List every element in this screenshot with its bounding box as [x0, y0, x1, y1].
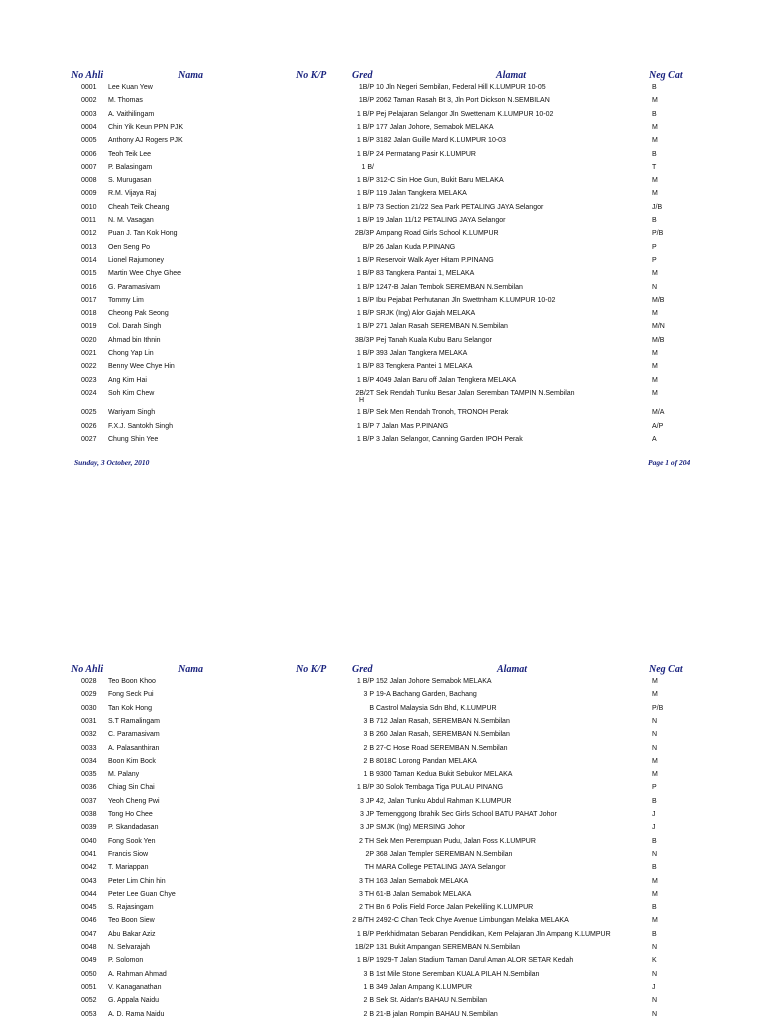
- member-grade: 1 B/P: [356, 376, 374, 384]
- member-name: Lee Kuan Yew: [108, 84, 153, 91]
- member-name: A. D. Rama Naidu: [108, 1010, 165, 1018]
- member-grade: 1 B: [363, 983, 374, 991]
- member-state-category: M: [652, 678, 658, 685]
- member-address: 2062 Taman Rasah Bt 3, Jln Port Dickson N.SEMBILAN: [376, 97, 550, 105]
- footer-date: Sunday, 3 October, 2010: [74, 458, 150, 467]
- member-name: Chin Yik Keun PPN PJK: [108, 123, 184, 131]
- member-state-category: M: [652, 270, 658, 278]
- member-state-category: M: [652, 363, 658, 371]
- member-state-category: M: [652, 890, 658, 898]
- member-name: Fong Seck Pui: [108, 691, 154, 699]
- member-address: 26 Jalan Kuda P.PINANG: [376, 243, 456, 251]
- member-address: Reservoir Walk Ayer Hitam P.PINANG: [376, 256, 494, 264]
- member-grade: 1 B/P: [356, 137, 374, 145]
- member-name: Teo Boon Khoo: [108, 678, 156, 685]
- member-address: 271 Jalan Rasah SEREMBAN N.Sembilan: [376, 323, 508, 331]
- member-grade: 3B/3P: [354, 336, 374, 344]
- member-number: 0018: [81, 310, 97, 318]
- member-grade: 1B/P: [358, 84, 374, 91]
- member-address: SRJK (Ing) Alor Gajah MELAKA: [376, 310, 476, 318]
- member-grade: 3 TH: [358, 890, 374, 898]
- member-name: Peter Lee Guan Chye: [108, 890, 176, 898]
- member-state-category: B: [652, 217, 657, 224]
- member-number: 0028: [81, 678, 97, 685]
- member-grade: 1 B/: [361, 163, 374, 171]
- member-name: Anthony AJ Rogers PJK: [108, 137, 183, 145]
- member-name: Puan J. Tan Kok Hong: [108, 230, 178, 238]
- member-grade: TH: [364, 864, 374, 872]
- member-address: 10 Jln Negeri Sembilan, Federal Hill K.LUMPUR 10-05: [376, 84, 546, 91]
- header-neg-cat: Neg Cat: [649, 664, 683, 675]
- member-address: Sek Men Rendah Tronoh, TRONOH Perak: [376, 409, 509, 417]
- member-grade: 2 TH: [358, 837, 374, 845]
- member-grade: 3 B: [363, 970, 374, 978]
- member-number: 0032: [81, 731, 97, 739]
- member-address: 712 Jalan Rasah, SEREMBAN N.Sembilan: [376, 717, 510, 725]
- member-name: Oen Seng Po: [108, 243, 151, 251]
- member-number: 0044: [81, 890, 97, 898]
- header-no-kp: No K/P: [296, 70, 327, 81]
- member-state-category: T: [652, 163, 657, 171]
- member-number: 0042: [81, 864, 97, 872]
- member-grade: 1 B/P: [356, 784, 374, 792]
- member-name: C. Paramasivam: [108, 731, 160, 739]
- member-state-category: N: [652, 997, 658, 1005]
- member-grade: B: [369, 704, 374, 712]
- member-grade: 1 B/P: [356, 217, 374, 224]
- member-grade: 1 B/P: [356, 957, 374, 965]
- member-name: Ahmad bin Ithnin: [108, 336, 161, 344]
- member-state-category: M: [652, 310, 658, 318]
- member-address: Bn 6 Polis Field Force Jalan Pekeliling K.LUMPUR: [376, 904, 534, 912]
- member-name: Yeoh Cheng Pwi: [108, 797, 160, 805]
- footer-page-number: Page 1 of 204: [648, 458, 691, 467]
- member-number: 0008: [81, 177, 97, 185]
- header-no-ahli: No Ahli: [71, 70, 104, 81]
- member-state-category: N: [652, 717, 658, 725]
- member-number: 0051: [81, 983, 97, 991]
- member-address: Castrol Malaysia Sdn Bhd, K.LUMPUR: [376, 704, 497, 712]
- member-name: Col. Darah Singh: [108, 323, 162, 331]
- member-address: 177 Jalan Johore, Semabok MELAKA: [376, 123, 494, 131]
- member-state-category: M/A: [652, 409, 665, 417]
- member-address: 1247-B Jalan Tembok SEREMBAN N.Sembilan: [376, 283, 523, 291]
- member-name: G. Appala Naidu: [108, 997, 159, 1005]
- member-address: 61-B Jalan Semabok MELAKA: [376, 890, 472, 898]
- member-grade: 1 B/P: [356, 435, 374, 443]
- member-name: A. Palasanthiran: [108, 744, 160, 752]
- member-state-category: K: [652, 957, 657, 965]
- member-grade: 2 B: [363, 744, 374, 752]
- member-address: Sek Rendah Tunku Besar Jalan Seremban TAMPIN N.Sembilan: [376, 389, 575, 397]
- member-address: 24 Permatang Pasir K.LUMPUR: [376, 150, 476, 158]
- header-nama: Nama: [178, 70, 203, 81]
- member-name: A. Vaithilingam: [108, 110, 155, 118]
- member-address: 1st Mile Stone Seremban KUALA PILAH N.Sembilan: [376, 970, 540, 978]
- member-name: Teoh Teik Lee: [108, 150, 152, 158]
- member-address: 312-C Sin Hoe Gun, Bukit Baru MELAKA: [376, 177, 504, 185]
- member-name: F.X.J. Santokh Singh: [108, 422, 173, 430]
- member-address: 19 Jalan 11/12 PETALING JAYA Selangor: [376, 217, 506, 224]
- member-number: 0045: [81, 904, 97, 912]
- member-grade: B/P: [362, 243, 374, 251]
- member-number: 0023: [81, 376, 97, 384]
- member-state-category: P: [652, 243, 657, 251]
- member-name: Boon Kim Bock: [108, 757, 156, 765]
- member-state-category: M: [652, 177, 658, 185]
- member-grade: 1B/P: [358, 97, 374, 105]
- member-address: 368 Jalan Templer SEREMBAN N.Sembilan: [376, 850, 513, 858]
- member-name: M. Thomas: [108, 97, 143, 105]
- member-name: Cheong Pak Seong: [108, 310, 169, 318]
- member-state-category: P/B: [652, 230, 664, 238]
- member-name: Chong Yap Lin: [108, 350, 154, 357]
- member-grade: 2B/3P: [354, 230, 374, 238]
- member-number: 0035: [81, 771, 97, 779]
- member-name: Cheah Teik Cheang: [108, 203, 170, 211]
- member-number: 0005: [81, 137, 97, 145]
- member-number: 0027: [81, 435, 97, 443]
- member-state-category: M: [652, 137, 658, 145]
- member-number: 0049: [81, 957, 97, 965]
- member-grade: 1 B: [363, 771, 374, 779]
- member-grade: 3 JP: [359, 797, 374, 805]
- member-address: Ampang Road Girls School K.LUMPUR: [376, 230, 499, 238]
- member-name: R.M. Vijaya Raj: [108, 190, 157, 198]
- member-address: 21-B jalan Rompin BAHAU N.Sembilan: [376, 1010, 498, 1018]
- member-state-category: M: [652, 691, 658, 699]
- member-state-category: B: [652, 904, 657, 912]
- member-address: 4049 Jalan Baru off Jalan Tengkera MELAKA: [376, 376, 517, 384]
- member-state-category: N: [652, 731, 658, 739]
- member-grade: 3 JP: [359, 811, 374, 818]
- member-number: 0007: [81, 163, 97, 171]
- member-state-category: J/B: [652, 203, 663, 211]
- member-name: Tong Ho Chee: [108, 811, 153, 818]
- member-grade: 2P: [365, 850, 374, 858]
- member-address: 152 Jalan Johore Semabok MELAKA: [376, 678, 492, 685]
- member-address: 131 Bukit Ampangan SEREMBAN N.Sembilan: [376, 944, 520, 951]
- member-state-category: B: [652, 84, 657, 91]
- member-number: 0043: [81, 877, 97, 885]
- member-address: 1929-T Jalan Stadium Taman Darul Aman ALOR SETAR Kedah: [376, 957, 574, 965]
- member-state-category: P: [652, 784, 657, 792]
- member-name: Martin Wee Chye Ghee: [108, 270, 182, 278]
- member-name: N. M. Vasagan: [108, 217, 154, 224]
- member-name: S. Murugasan: [108, 177, 152, 185]
- member-name: G. Paramasivam: [108, 283, 161, 291]
- header-no-kp: No K/P: [296, 664, 327, 675]
- member-grade: 1 B/P: [356, 363, 374, 371]
- member-name: Tan Kok Hong: [108, 704, 152, 712]
- member-name: S.T Ramalingam: [108, 717, 161, 725]
- member-grade: 1 B/P: [356, 296, 374, 304]
- member-grade: 1 B/P: [356, 203, 374, 211]
- member-number: 0026: [81, 422, 97, 430]
- member-name: Tommy Lim: [108, 296, 144, 304]
- member-name: T. Mariappan: [108, 864, 149, 872]
- header-neg-cat: Neg Cat: [649, 70, 683, 81]
- member-state-category: N: [652, 970, 658, 978]
- member-grade: 3 B: [363, 717, 374, 725]
- member-state-category: B: [652, 837, 657, 845]
- member-name: V. Kanaganathan: [108, 983, 162, 991]
- member-state-category: M: [652, 350, 658, 357]
- member-address: 73 Section 21/22 Sea Park PETALING JAYA Selangor: [376, 203, 544, 211]
- member-name: P. Skandadasan: [108, 824, 159, 832]
- member-number: 0024: [81, 389, 97, 397]
- member-number: 0050: [81, 970, 97, 978]
- member-address: 19-A Bachang Garden, Bachang: [376, 691, 477, 699]
- member-number: 0034: [81, 757, 97, 765]
- member-number: 0029: [81, 691, 97, 699]
- member-number: 0036: [81, 784, 97, 792]
- member-address: 8018C Lorong Pandan MELAKA: [376, 757, 477, 765]
- member-state-category: N: [652, 283, 658, 291]
- member-number: 0046: [81, 917, 97, 925]
- member-state-category: P: [652, 256, 657, 264]
- member-state-category: M: [652, 771, 658, 779]
- member-state-category: A/P: [652, 422, 664, 430]
- header-alamat: Alamat: [496, 70, 527, 81]
- member-address: 349 Jalan Ampang K.LUMPUR: [376, 983, 473, 991]
- member-grade: 1 B/P: [356, 930, 374, 938]
- member-state-category: M: [652, 123, 658, 131]
- member-state-category: M/B: [652, 296, 665, 304]
- member-grade: 1 B/P: [356, 270, 374, 278]
- member-address: 83 Tengkera Pantei 1 MELAKA: [376, 363, 473, 371]
- member-state-category: P/B: [652, 704, 664, 712]
- member-address: Pej Tanah Kuala Kubu Baru Selangor: [376, 336, 492, 344]
- member-address: SMJK (Ing) MERSING Johor: [376, 824, 466, 832]
- header-no-ahli: No Ahli: [71, 664, 104, 675]
- member-address: 260 Jalan Rasah, SEREMBAN N.Sembilan: [376, 731, 510, 739]
- member-state-category: M: [652, 757, 658, 765]
- member-address: Perkhidmatan Sebaran Pendidikan, Kem Pelajaran Jln Ampang K.LUMPUR: [376, 930, 611, 938]
- member-address: 3 Jalan Selangor, Canning Garden IPOH Perak: [376, 435, 523, 443]
- member-state-category: B: [652, 110, 657, 118]
- member-state-category: M: [652, 376, 658, 384]
- member-state-category: J: [652, 811, 656, 818]
- member-grade: 1 B/P: [356, 256, 374, 264]
- member-number: 0016: [81, 283, 97, 291]
- header-gred: Gred: [352, 664, 373, 675]
- member-grade: 3 TH: [358, 877, 374, 885]
- member-state-category: N: [652, 850, 658, 858]
- member-state-category: B: [652, 930, 657, 938]
- member-address: Sek St. Aidan's BAHAU N.Sembilan: [376, 997, 488, 1005]
- member-number: 0040: [81, 837, 97, 845]
- member-grade: 3 JP: [359, 824, 374, 832]
- member-grade: 1 B/P: [356, 110, 374, 118]
- member-grade: 2 B/TH: [352, 917, 374, 925]
- member-state-category: M/B: [652, 336, 665, 344]
- member-grade: 1 B/P: [356, 323, 374, 331]
- member-number: 0033: [81, 744, 97, 752]
- member-number: 0053: [81, 1010, 97, 1018]
- member-address: Sek Men Perempuan Pudu, Jalan Foss K.LUMPUR: [376, 837, 536, 845]
- member-number: 0030: [81, 704, 97, 712]
- member-grade: 1 B/P: [356, 283, 374, 291]
- member-address: 393 Jalan Tangkera MELAKA: [376, 350, 468, 357]
- member-name: Wariyam Singh: [108, 409, 156, 417]
- member-address: 30 Solok Tembaga Tiga PULAU PINANG: [376, 784, 504, 792]
- member-grade: 2 TH: [358, 904, 374, 912]
- member-number: 0001: [81, 84, 97, 91]
- member-state-category: J: [652, 824, 656, 832]
- header-alamat: Alamat: [497, 664, 528, 675]
- member-grade: 1 B/P: [356, 190, 374, 198]
- member-grade: 2 B: [363, 757, 374, 765]
- member-number: 0006: [81, 150, 97, 158]
- member-name: S. Rajasingam: [108, 904, 154, 912]
- header-gred: Gred: [352, 70, 373, 81]
- member-grade: 1 B/P: [356, 310, 374, 318]
- member-state-category: A: [652, 435, 657, 443]
- member-address: 9300 Taman Kedua Bukit Sebukor MELAKA: [376, 771, 513, 779]
- member-grade: 2 B: [363, 1010, 374, 1018]
- member-address: MARA College PETALING JAYA Selangor: [376, 864, 506, 872]
- member-address: 83 Tangkera Pantai 1, MELAKA: [376, 270, 475, 278]
- member-name: M. Palany: [108, 771, 140, 779]
- member-number: 0010: [81, 203, 97, 211]
- member-name: P. Solomon: [108, 957, 144, 965]
- member-state-category: M: [652, 190, 658, 198]
- member-name: Lionel Rajumoney: [108, 256, 165, 264]
- member-address: 27-C Hose Road SEREMBAN N.Sembilan: [376, 744, 508, 752]
- member-grade: 1 B/P: [356, 150, 374, 158]
- member-number: 0017: [81, 296, 97, 304]
- member-address: 163 Jalan Semabok MELAKA: [376, 877, 469, 885]
- member-name: Fong Sook Yen: [108, 837, 156, 845]
- member-address: Pej Pelajaran Selangor Jln Swettenam K.LUMPUR 10-02: [376, 110, 554, 118]
- member-address: 2492-C Chan Teck Chye Avenue Limbungan Melaka MELAKA: [376, 917, 569, 925]
- member-number: 0048: [81, 944, 97, 951]
- member-name: Ang Kim Hai: [108, 376, 147, 384]
- member-state-category: M/N: [652, 323, 665, 331]
- member-address: Ibu Pejabat Perhutanan Jln Swettnham K.LUMPUR 10-02: [376, 296, 556, 304]
- member-grade: 3 P: [363, 691, 374, 699]
- member-grade: 1 B/P: [356, 422, 374, 430]
- member-number: 0003: [81, 110, 97, 118]
- member-number: 0039: [81, 824, 97, 832]
- member-name: Soh Kim Chew: [108, 389, 155, 397]
- member-address: 119 Jalan Tangkera MELAKA: [376, 190, 467, 198]
- member-address: 42, Jalan Tunku Abdul Rahman K.LUMPUR: [376, 797, 512, 805]
- member-number: 0012: [81, 230, 97, 238]
- member-grade: 1 B/P: [356, 678, 374, 685]
- member-name: A. Rahman Ahmad: [108, 970, 167, 978]
- member-state-category: B: [652, 864, 657, 872]
- member-number: 0013: [81, 243, 97, 251]
- member-state-category: N: [652, 944, 658, 951]
- member-number: 0004: [81, 123, 97, 131]
- member-name: Chung Shin Yee: [108, 435, 159, 443]
- member-number: 0041: [81, 850, 97, 858]
- member-name: P. Balasingam: [108, 163, 153, 171]
- member-state-category: M: [652, 389, 658, 397]
- member-state-category: B: [652, 150, 657, 158]
- member-address: 3182 Jalan Guille Mard K.LUMPUR 10-03: [376, 137, 506, 145]
- member-number: 0052: [81, 997, 97, 1005]
- member-number: 0031: [81, 717, 97, 725]
- member-state-category: M: [652, 97, 658, 105]
- member-state-category: M: [652, 917, 658, 925]
- member-state-category: N: [652, 744, 658, 752]
- member-grade: 1 B/P: [356, 123, 374, 131]
- member-number: 0019: [81, 323, 97, 331]
- member-grade: 2B/2T: [355, 389, 374, 397]
- member-number: 0022: [81, 363, 97, 371]
- member-name: Teo Boon Siew: [108, 917, 155, 925]
- member-grade: 1 B/P: [356, 350, 374, 357]
- member-number: 0025: [81, 409, 97, 417]
- member-name: N. Selvarajah: [108, 944, 151, 951]
- member-state-category: N: [652, 1010, 658, 1018]
- member-number: 0015: [81, 270, 97, 278]
- member-name: Chiag Sin Chai: [108, 784, 155, 792]
- member-state-category: J: [652, 983, 656, 991]
- member-number: 0009: [81, 190, 97, 198]
- member-address: Temenggong Ibrahik Sec Girls School BATU PAHAT Johor: [376, 811, 557, 818]
- member-number: 0021: [81, 350, 97, 357]
- member-grade: 2 B: [363, 997, 374, 1005]
- member-number: 0037: [81, 797, 97, 805]
- member-number: 0020: [81, 336, 97, 344]
- member-name: Benny Wee Chye Hin: [108, 363, 175, 371]
- member-address: 7 Jalan Mas P.PINANG: [376, 422, 449, 430]
- member-number: 0047: [81, 930, 97, 938]
- member-grade: 1 B/P: [356, 177, 374, 185]
- header-nama: Nama: [178, 664, 203, 675]
- member-state-category: B: [652, 797, 657, 805]
- member-grade: 1B/2P: [354, 944, 374, 951]
- member-number: 0011: [81, 217, 97, 224]
- member-grade: 3 B: [363, 731, 374, 739]
- member-state-category: M: [652, 877, 658, 885]
- member-number: 0038: [81, 811, 97, 818]
- member-grade: 1 B/P: [356, 409, 374, 417]
- member-name: Abu Bakar Aziz: [108, 930, 156, 938]
- member-number: 0002: [81, 97, 97, 105]
- member-name: Francis Siow: [108, 850, 149, 858]
- member-name: Peter Lim Chin hin: [108, 877, 166, 885]
- member-number: 0014: [81, 256, 97, 264]
- member-grade-continuation: H: [359, 396, 365, 404]
